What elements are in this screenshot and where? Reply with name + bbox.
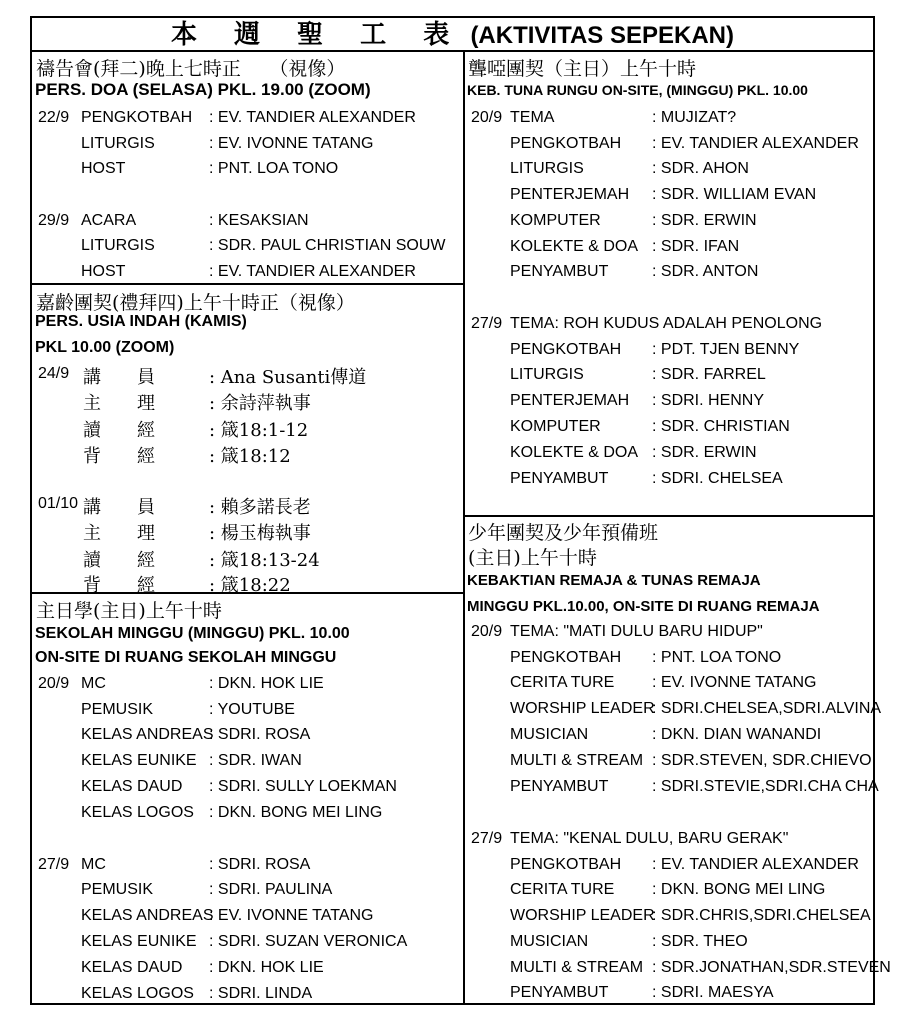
row-role: TEMA: ROH KUDUS ADALAH PENOLONG xyxy=(510,315,823,332)
elderly-heading-line2: PKL 10.00 (ZOOM) xyxy=(35,339,175,356)
youth-heading-chinese-line2: (主日)上午十時 xyxy=(468,547,597,569)
row-date: 22/9 xyxy=(38,109,70,126)
row-role: PENYAMBUT xyxy=(510,984,609,1001)
row-value: : SDRI. ROSA xyxy=(209,726,311,743)
row-role: 背 經 xyxy=(83,575,155,596)
row-date: 24/9 xyxy=(38,365,70,382)
row-role: KELAS ANDREAS xyxy=(81,726,214,743)
section-youth-fellowship xyxy=(465,517,891,1005)
row-value: : MUJIZAT? xyxy=(652,109,737,126)
row-role: PENTERJEMAH xyxy=(510,186,630,203)
row-date: 20/9 xyxy=(471,623,503,640)
row-role: PENTERJEMAH xyxy=(510,392,630,409)
row-value: : SDRI. ROSA xyxy=(209,856,311,873)
title-chinese: 本 週 聖 工 表 xyxy=(170,20,464,50)
row-role: KOLEKTE & DOA xyxy=(510,444,639,461)
row-value: : SDRI. HENNY xyxy=(652,392,765,409)
row-role: MUSICIAN xyxy=(510,726,589,743)
row-role: PENYAMBUT xyxy=(510,470,609,487)
row-value: : EV. TANDIER ALEXANDER xyxy=(209,263,416,280)
row-value: : DKN. DIAN WANANDI xyxy=(652,726,822,743)
row-date: 27/9 xyxy=(471,830,503,847)
row-role: 講 員 xyxy=(83,497,155,518)
youth-heading-chinese-line1: 少年團契及少年預備班 xyxy=(468,522,659,544)
row-value: : 余詩萍執事 xyxy=(209,393,311,414)
row-value: : 楊玉梅執事 xyxy=(209,523,311,544)
row-value: : SDR. ERWIN xyxy=(652,444,757,461)
row-role: KOMPUTER xyxy=(510,418,601,435)
row-role: KELAS EUNIKE xyxy=(81,933,197,950)
row-role: 讀 經 xyxy=(83,550,155,571)
row-date: 27/9 xyxy=(471,315,503,332)
row-role: MC xyxy=(81,856,106,873)
row-role: 背 經 xyxy=(83,446,155,467)
row-value: : SDR. ERWIN xyxy=(652,212,757,229)
page-title xyxy=(32,18,873,52)
row-role: PENGKOTBAH xyxy=(510,649,622,666)
row-value: : SDR. PAUL CHRISTIAN SOUW xyxy=(209,237,446,254)
row-role: PEMUSIK xyxy=(81,881,154,898)
row-role: PENYAMBUT xyxy=(510,263,609,280)
row-value: : SDR. WILLIAM EVAN xyxy=(652,186,817,203)
row-role: LITURGIS xyxy=(510,160,584,177)
row-value: : 箴18:12 xyxy=(209,446,291,467)
sundayschool-heading-line2: ON-SITE DI RUANG SEKOLAH MINGGU xyxy=(35,649,337,666)
row-role: 主 理 xyxy=(83,393,155,414)
row-value: : Ana Susanti傳道 xyxy=(209,367,367,388)
row-role: LITURGIS xyxy=(81,237,155,254)
row-value: : SDRI. MAESYA xyxy=(652,984,774,1001)
row-value: : SDRI.CHELSEA,SDRI.ALVINA xyxy=(652,700,882,717)
row-role: KELAS EUNIKE xyxy=(81,752,197,769)
row-value: : YOUTUBE xyxy=(209,701,295,718)
row-value: : SDR. ANTON xyxy=(652,263,759,280)
row-value: : SDRI. SUZAN VERONICA xyxy=(209,933,408,950)
row-value: : SDR. THEO xyxy=(652,933,748,950)
row-role: 主 理 xyxy=(83,523,155,544)
row-value: : 箴18:1-12 xyxy=(209,420,309,441)
row-value: : EV. TANDIER ALEXANDER xyxy=(209,109,416,126)
row-role: WORSHIP LEADER xyxy=(510,700,655,717)
row-role: MUSICIAN xyxy=(510,933,589,950)
row-value: : SDR. CHRISTIAN xyxy=(652,418,790,435)
row-value: : PNT. LOA TONO xyxy=(209,160,339,177)
row-value: : 箴18:22 xyxy=(209,575,291,596)
row-value: : EV. IVONNE TATANG xyxy=(209,135,374,152)
youth-heading-line1: KEBAKTIAN REMAJA & TUNAS REMAJA xyxy=(467,572,761,589)
row-value: : DKN. BONG MEI LING xyxy=(652,881,826,898)
row-value: : EV. IVONNE TATANG xyxy=(652,674,817,691)
row-role: HOST xyxy=(81,263,126,280)
title-indonesian: (AKTIVITAS SEPEKAN) xyxy=(470,22,735,49)
elderly-heading-line1: PERS. USIA INDAH (KAMIS) xyxy=(35,313,247,330)
row-role: PENGKOTBAH xyxy=(510,341,622,358)
row-value: : SDRI. LINDA xyxy=(209,985,313,1002)
deaf-heading-chinese: 聾啞團契（主日）上午十時 xyxy=(468,58,697,80)
youth-heading-line2: MINGGU PKL.10.00, ON-SITE DI RUANG REMAJA xyxy=(467,598,820,615)
row-value: : 箴18:13-24 xyxy=(209,550,320,571)
row-role: CERITA TURE xyxy=(510,881,615,898)
row-role: CERITA TURE xyxy=(510,674,615,691)
row-role: TEMA xyxy=(510,109,555,126)
row-role: 講 員 xyxy=(83,367,155,388)
section-sunday-school xyxy=(32,594,463,1005)
row-value: : SDR. FARREL xyxy=(652,366,766,383)
row-role: MULTI & STREAM xyxy=(510,752,644,769)
row-role: WORSHIP LEADER xyxy=(510,907,655,924)
section-elderly-fellowship xyxy=(32,285,463,596)
row-role: HOST xyxy=(81,160,126,177)
row-value: : SDR.STEVEN, SDR.CHIEVO xyxy=(652,752,872,769)
row-value: : SDRI. SULLY LOEKMAN xyxy=(209,778,397,795)
sundayschool-heading-chinese: 主日學(主日)上午十時 xyxy=(36,600,222,622)
row-value: : SDR. IFAN xyxy=(652,238,740,255)
row-role: PENGKOTBAH xyxy=(510,856,622,873)
row-value: : SDR. IWAN xyxy=(209,752,302,769)
row-role: KELAS LOGOS xyxy=(81,985,194,1002)
elderly-heading-chinese: 嘉齡團契(禮拜四)上午十時正（視像） xyxy=(36,292,355,314)
prayer-heading: PERS. DOA (SELASA) PKL. 19.00 (ZOOM) xyxy=(35,80,371,99)
row-role: LITURGIS xyxy=(81,135,155,152)
row-value: : DKN. HOK LIE xyxy=(209,675,324,692)
row-value: : EV. TANDIER ALEXANDER xyxy=(652,135,859,152)
section-deaf-fellowship xyxy=(465,52,873,515)
row-value: : SDRI. PAULINA xyxy=(209,881,333,898)
row-value: : EV. IVONNE TATANG xyxy=(209,907,374,924)
row-value: : SDRI.STEVIE,SDRI.CHA CHA xyxy=(652,778,879,795)
row-value: : SDR.CHRIS,SDRI.CHELSEA xyxy=(652,907,871,924)
row-date: 20/9 xyxy=(471,109,503,126)
row-value: : PDT. TJEN BENNY xyxy=(652,341,800,358)
row-value: : KESAKSIAN xyxy=(209,212,309,229)
row-role: KELAS LOGOS xyxy=(81,804,194,821)
row-value: : PNT. LOA TONO xyxy=(652,649,782,666)
row-role: TEMA: "MATI DULU BARU HIDUP" xyxy=(510,623,763,640)
row-value: : DKN. BONG MEI LING xyxy=(209,804,383,821)
row-role: PENGKOTBAH xyxy=(81,109,193,126)
row-date: 27/9 xyxy=(38,856,70,873)
row-value: : EV. TANDIER ALEXANDER xyxy=(652,856,859,873)
row-role: KELAS DAUD xyxy=(81,959,183,976)
row-role: PENGKOTBAH xyxy=(510,135,622,152)
row-value: : SDRI. CHELSEA xyxy=(652,470,783,487)
row-role: PEMUSIK xyxy=(81,701,154,718)
row-value: : SDR.JONATHAN,SDR.STEVEN xyxy=(652,959,891,976)
row-role: LITURGIS xyxy=(510,366,584,383)
row-role: TEMA: "KENAL DULU, BARU GERAK" xyxy=(510,830,789,847)
row-date: 29/9 xyxy=(38,212,70,229)
row-role: PENYAMBUT xyxy=(510,778,609,795)
row-value: : SDR. AHON xyxy=(652,160,749,177)
row-role: MC xyxy=(81,675,106,692)
row-role: KELAS ANDREAS xyxy=(81,907,214,924)
sundayschool-heading-line1: SEKOLAH MINGGU (MINGGU) PKL. 10.00 xyxy=(35,625,350,642)
row-date: 20/9 xyxy=(38,675,70,692)
prayer-heading-chinese: 禱告會(拜二)晚上七時正 （視像） xyxy=(36,58,346,80)
row-role: KELAS DAUD xyxy=(81,778,183,795)
row-value: : DKN. HOK LIE xyxy=(209,959,324,976)
row-role: 讀 經 xyxy=(83,420,155,441)
schedule-sheet xyxy=(30,16,891,1005)
row-role: KOMPUTER xyxy=(510,212,601,229)
row-value: : 賴多諾長老 xyxy=(209,497,311,518)
row-role: ACARA xyxy=(81,212,137,229)
section-prayer-meeting xyxy=(32,52,463,283)
deaf-heading: KEB. TUNA RUNGU ON-SITE, (MINGGU) PKL. 10.00 xyxy=(467,82,808,98)
row-date: 01/10 xyxy=(38,495,79,512)
row-role: KOLEKTE & DOA xyxy=(510,238,639,255)
row-role: MULTI & STREAM xyxy=(510,959,644,976)
